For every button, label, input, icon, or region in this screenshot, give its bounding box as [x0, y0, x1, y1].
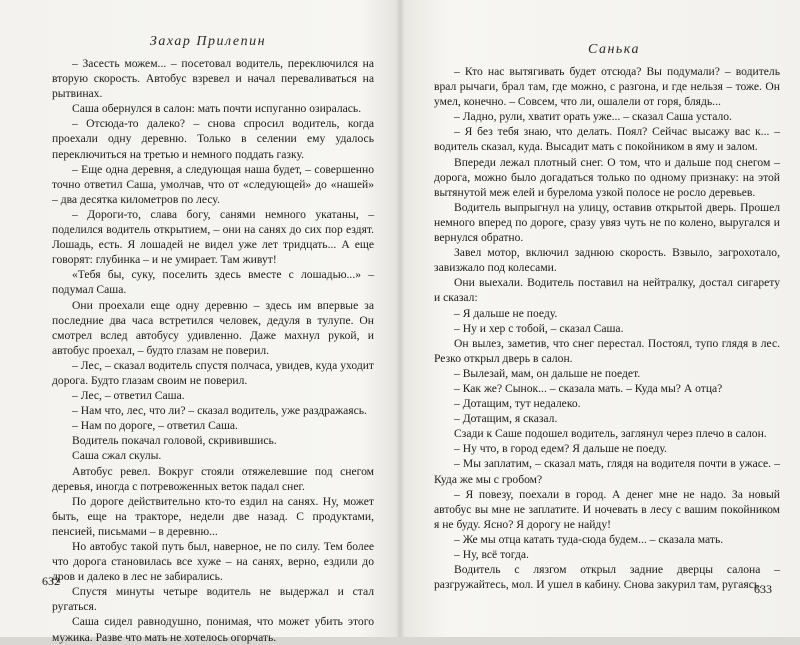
- paragraph: Саша сжал скулы.: [72, 449, 162, 463]
- left-page-body: [52, 56, 374, 645]
- paragraph: – Нам по дороге, – ответил Саша.: [72, 419, 238, 433]
- right-page-number: 633: [754, 582, 772, 596]
- paragraph: По дороге действительно кто-то ездил на санях. Ну, может быть, еще на тракторе, недели две назад. С продуктами, пенсией, письмами – в деревню...: [52, 494, 374, 538]
- paragraph: – Кто нас вытягивать будет отсюда? Вы подумали? – водитель врал рычаги, брал там, где можно, с разгона, и где нельзя – тоже. Он умел, конечно. – Совсем, что ли, ошалели от горя, блядь...: [434, 65, 780, 109]
- paragraph: – Нам что, лес, что ли? – сказал водитель, уже раздражаясь.: [72, 404, 367, 418]
- paragraph: Автобус ревел. Вокруг стояли отяжелевшие под снегом деревья, иногда с потревоженных веток падал снег.: [52, 464, 374, 493]
- paragraph: – Ну и хер с тобой, – сказал Саша.: [454, 321, 624, 335]
- paragraph: Водитель с лязгом открыл задние дверцы салона – разгружайтесь, мол. И ушел в кабину. Снова закурил там, ругаясь.: [434, 563, 780, 592]
- paragraph: – Дороги-то, слава богу, санями немного укатаны, – поделился водитель открытием, – они на санях до сих пор ездят. Лошадь, есть. Я лошадей не видел уже лет тридцать... А еще говорят: глубинка – и не умирает. Там живут!: [52, 207, 374, 267]
- paragraph: – Лес, – сказал водитель спустя полчаса, увидев, куда уходит дорога. Будто глазам своим не поверил.: [52, 358, 374, 387]
- paragraph: Спустя минуты четыре водитель не выдержал и стал ругаться.: [52, 585, 374, 614]
- paragraph: – Дотащим, тут недалеко.: [454, 397, 581, 411]
- paragraph: Но автобус такой путь был, наверное, не по силу. Тем более что дорога становилась все хуже – на санях, верно, ездили до дров и далеко в лес не забирались.: [52, 540, 374, 584]
- paragraph: Водитель покачал головой, скривившись.: [72, 434, 277, 448]
- paragraph: Завел мотор, включил заднюю скорость. Взвыло, загрохотало, завизжало под колесами.: [434, 246, 780, 275]
- paragraph: – Я повезу, поехали в город. А денег мне не надо. За новый автобус вы мне не заплатите. И ночевать в лесу с вашим покойником я не буду. Ясно? Я дорогу не найду!: [434, 487, 780, 531]
- paragraph: – Я без тебя знаю, что делать. Поял? Сейчас высажу вас к... – водитель сказал, куда. Высадит мать с покойником в яму и залом.: [434, 125, 780, 154]
- paragraph: – Ладно, рули, хватит орать уже... – сказал Саша устало.: [454, 110, 732, 124]
- paragraph: Они выехали. Водитель поставил на нейтралку, достал сигарету и сказал:: [434, 276, 780, 305]
- paragraph: – Ну, всё тогда.: [454, 548, 529, 561]
- paragraph: Саша сидел равнодушно, понимая, что может убить этого мужика. Разве что мать не хотелось огорчать.: [52, 615, 374, 644]
- left-page: [0, 0, 400, 644]
- paragraph: – Отсюда-то далеко? – снова спросил водитель, когда проехали одну деревню. Только в селении ему удалось переключиться на третью и немного поддать газку.: [52, 117, 374, 161]
- paragraph: «Тебя бы, суку, поселить здесь вместе с лошадью...» – подумал Саша.: [52, 268, 374, 297]
- paragraph: – Засесть можем... – посетовал водитель, переключился на вторую скорость. Автобус взревел и начал переваливаться на рытвинах.: [52, 57, 374, 101]
- right-running-head: Санька: [588, 42, 640, 57]
- right-page-body: [434, 64, 780, 592]
- left-page-number: 632: [42, 574, 60, 588]
- right-page: [400, 0, 800, 637]
- paragraph: Он вылез, заметив, что снег перестал. Постоял, тупо глядя в лес. Резко открыл дверь в салон.: [434, 336, 780, 365]
- paragraph: Сзади к Саше подошел водитель, заглянул через плечо в салон.: [454, 427, 767, 441]
- paragraph: Саша обернулся в салон: мать почти испуганно озиралась.: [72, 102, 362, 116]
- paragraph: Они проехали еще одну деревню – здесь им впервые за последние два часа встретился человек, дедуля в тулупе. Он смотрел вслед автобусу удивленно. Даже махнул рукой, и автобус проехал, – будто глазам не поверил.: [52, 298, 374, 357]
- paragraph: Впереди лежал плотный снег. О том, что и дальше под снегом – дорога, можно было догадаться только по одному признаку: на этой вытянутой меж елей и бурелома узкой полосе не росло деревьев.: [434, 155, 780, 199]
- paragraph: – Же мы отца катать туда-сюда будем... – сказала мать.: [454, 532, 724, 546]
- paragraph: – Как же? Сынок... – сказала мать. – Куда мы? А отца?: [454, 381, 723, 395]
- paragraph: – Дотащим, я сказал.: [454, 412, 558, 426]
- paragraph: Водитель выпрыгнул на улицу, оставив открытой дверь. Прошел немного вперед по дороге, сразу увяз чуть не по колено, выругался и вернулся обратно.: [434, 200, 780, 245]
- paragraph: – Еще одна деревня, а следующая наша будет, – совершенно точно ответил Саша, умолчав, что от «следующей» до «нашей» – два десятка километров по лесу.: [52, 162, 374, 206]
- paragraph: – Ну что, в город едем? Я дальше не поеду.: [454, 442, 667, 456]
- paragraph: – Вылезай, мам, он дальше не поедет.: [454, 366, 641, 380]
- left-running-head: Захар Прилепин: [149, 34, 267, 49]
- paragraph: – Лес, – ответил Саша.: [72, 389, 185, 403]
- paragraph: – Мы заплатим, – сказал мать, глядя на водителя почти в ужасе. – Куда же мы с гробом?: [434, 457, 780, 486]
- paragraph: – Я дальше не поеду.: [454, 306, 558, 320]
